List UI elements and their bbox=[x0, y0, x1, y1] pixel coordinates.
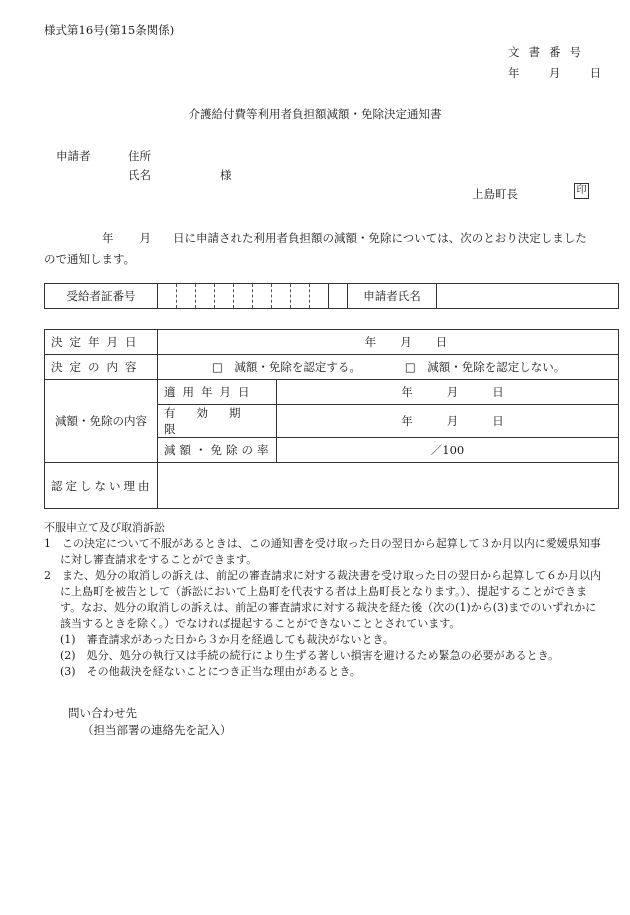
note-item-1: 1 この決定について不服があるときは、この通知書を受け取った日の翌日から起算して３か月以内に愛媛県知事に対し審査請求をすることができます。 bbox=[44, 537, 601, 566]
cert-digit-10[interactable] bbox=[329, 284, 348, 309]
cert-number-label: 受給者証番号 bbox=[45, 284, 158, 309]
cert-digit-6[interactable] bbox=[253, 284, 272, 309]
cert-digit-5[interactable] bbox=[234, 284, 253, 309]
intro-month: 月 bbox=[139, 231, 151, 245]
note-sub-2: (2) 処分、処分の執行又は手続の続行により生ずる著しい損害を避けるため緊急の必要があるとき。 bbox=[60, 649, 560, 662]
reason-label: 認定しない理由 bbox=[45, 463, 158, 509]
period-label: 有効期限 bbox=[158, 405, 277, 438]
applicant-label: 申請者 bbox=[56, 149, 91, 163]
apply-date-value[interactable]: 年 月 日 bbox=[277, 380, 619, 405]
decision-content-label: 決定の内容 bbox=[45, 355, 158, 380]
cert-digit-9[interactable] bbox=[310, 284, 329, 309]
inquiry-note: （担当部署の連絡先を記入） bbox=[82, 723, 232, 737]
cert-digit-3[interactable] bbox=[196, 284, 215, 309]
cert-digit-7[interactable] bbox=[272, 284, 291, 309]
approve-checkbox[interactable]: □ 減額・免除を認定する。 bbox=[212, 360, 361, 374]
intro-text: 日に申請された利用者負担額の減額・免除については、次のとおり決定しましたので通知します。 bbox=[44, 231, 587, 266]
note-item-2: 2 また、処分の取消しの訴えは、前記の審査請求に対する裁決書を受け取った日の翌日から起算して６か月以内に上島町を被告として（訴訟において上島町を代表する者は上島町長となります。）、提起することができます。なお、処分の取消しの訴えは、前記の審査請求に対する裁決を経た後（次の(1)から(3)までのいずれかに該当するときを除く。）でなければ提起することができないこととされています。 bbox=[44, 569, 601, 630]
document-title: 介護給付費等利用者負担額減額・免除決定通知書 bbox=[188, 107, 442, 121]
note-sub-1: (1) 審査請求があった日から３か月を経過しても裁決がないとき。 bbox=[60, 633, 395, 646]
cert-digit-2[interactable] bbox=[177, 284, 196, 309]
notes-heading: 不服申立て及び取消訴訟 bbox=[44, 521, 165, 534]
deny-checkbox[interactable]: □ 減額・免除を認定しない。 bbox=[404, 360, 566, 374]
rate-value[interactable]: ／100 bbox=[277, 438, 619, 463]
decision-content-options bbox=[158, 355, 619, 380]
honorific: 様 bbox=[220, 168, 232, 182]
apply-date-label: 適用年月日 bbox=[158, 380, 277, 405]
issuer-mayor: 上島町長 bbox=[472, 187, 518, 201]
appeal-notes bbox=[44, 520, 604, 680]
doc-number-label: 文書番号 bbox=[508, 45, 590, 59]
decision-date-value[interactable]: 年 月 日 bbox=[158, 330, 619, 355]
applicant-name-label: 申請者氏名 bbox=[348, 284, 437, 309]
decision-date-label: 決定年月日 bbox=[45, 330, 158, 355]
inquiry-label: 問い合わせ先 bbox=[68, 706, 137, 720]
reason-field[interactable] bbox=[158, 463, 619, 509]
doc-date-month: 月 bbox=[548, 66, 561, 80]
note-sub-3: (3) その他裁決を経ないことにつき正当な理由があるとき。 bbox=[60, 665, 361, 678]
doc-date-day: 日 bbox=[589, 66, 602, 80]
applicant-name-field[interactable] bbox=[437, 284, 619, 309]
cert-digit-8[interactable] bbox=[291, 284, 310, 309]
rate-label: 減額・免除の率 bbox=[158, 438, 277, 463]
reduction-content-label: 減額・免除の内容 bbox=[45, 380, 158, 463]
doc-date bbox=[508, 65, 601, 81]
intro-year: 年 bbox=[102, 231, 114, 245]
address-label: 住所 bbox=[128, 149, 151, 163]
intro-paragraph bbox=[44, 228, 592, 270]
cert-digit-1[interactable] bbox=[158, 284, 177, 309]
name-label: 氏名 bbox=[128, 168, 151, 182]
doc-date-year: 年 bbox=[508, 66, 520, 80]
seal-mark: 印 bbox=[574, 183, 589, 199]
id-table bbox=[44, 283, 619, 309]
form-id: 様式第16号(第15条関係) bbox=[44, 23, 175, 37]
cert-digit-4[interactable] bbox=[215, 284, 234, 309]
period-value[interactable]: 年 月 日 bbox=[277, 405, 619, 438]
decision-table bbox=[44, 329, 619, 509]
